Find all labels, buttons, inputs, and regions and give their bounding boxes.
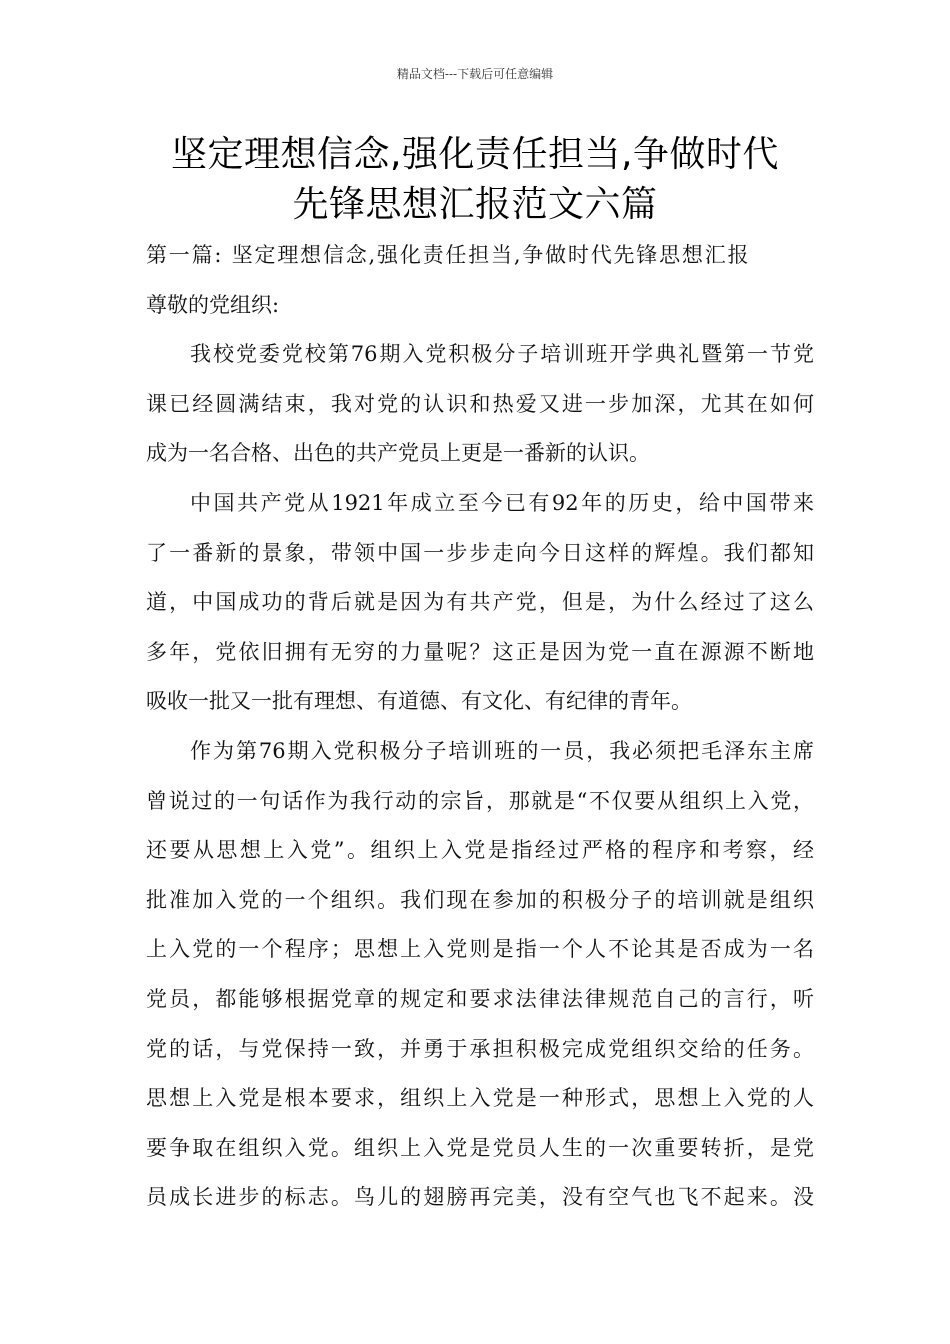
paragraph-line: 员成长进步的标志。鸟儿的翅膀再完美，没有空气也飞不起来。没 — [146, 1185, 814, 1210]
title-line: 坚定理想信念,强化责任担当,争做时代 — [171, 134, 779, 175]
title-line: 先锋思想汇报范文六篇 — [292, 184, 658, 225]
paragraph-line: 了一番新的景象，带领中国一步步走向今日这样的辉煌。我们都知 — [146, 540, 814, 565]
paragraph-line: 上入党的一个程序；思想上入党则是指一个人不论其是否成为一名 — [146, 937, 814, 962]
paragraph-line: 我校党委党校第76期入党积极分子培训班开学典礼暨第一节党 — [190, 342, 814, 367]
paragraph-line: 吸收一批又一批有理想、有道德、有文化、有纪律的青年。 — [146, 689, 692, 714]
document-title — [120, 130, 830, 230]
paragraph-2 — [146, 479, 814, 727]
paragraph-line: 中国共产党从1921年成立至今已有92年的历史，给中国带来 — [190, 490, 814, 515]
paragraph-3 — [146, 727, 814, 1223]
page-header: 精品文档---下载后可任意编辑 — [396, 67, 554, 81]
paragraph-line: 思想上入党是根本要求，组织上入党是一种形式，思想上入党的人 — [146, 1086, 814, 1111]
paragraph-line: 批准加入党的一个组织。我们现在参加的积极分子的培训就是组织 — [146, 887, 814, 912]
paragraph-line: 党的话，与党保持一致，并勇于承担积极完成党组织交给的任务。 — [146, 1036, 814, 1061]
paragraph-line: 党员，都能够根据党章的规定和要求法律法律规范自己的言行，听 — [146, 986, 814, 1011]
paragraph-line: 要争取在组织入党。组织上入党是党员人生的一次重要转折，是党 — [146, 1135, 814, 1160]
document-body — [146, 231, 814, 1223]
paragraph-line: 作为第76期入党积极分子培训班的一员，我必须把毛泽东主席 — [190, 738, 814, 763]
paragraph-line: 还要从思想上入党”。组织上入党是指经过严格的程序和考察，经 — [146, 838, 814, 863]
paragraph-line: 成为一名合格、出色的共产党员上更是一番新的认识。 — [146, 441, 650, 466]
section-heading: 第一篇: 坚定理想信念,强化责任担当,争做时代先锋思想汇报 — [146, 243, 751, 267]
paragraph-line: 道，中国成功的背后就是因为有共产党，但是，为什么经过了这么 — [146, 590, 814, 615]
paragraph-line: 多年，党依旧拥有无穷的力量呢？这正是因为党一直在源源不断地 — [146, 639, 814, 664]
paragraph-line: 课已经圆满结束，我对党的认识和热爱又进一步加深，尤其在如何 — [146, 391, 814, 416]
paragraph-1 — [146, 330, 814, 479]
paragraph-line: 曾说过的一句话作为我行动的宗旨，那就是“不仅要从组织上入党， — [146, 788, 814, 813]
salutation: 尊敬的党组织: — [146, 292, 280, 317]
